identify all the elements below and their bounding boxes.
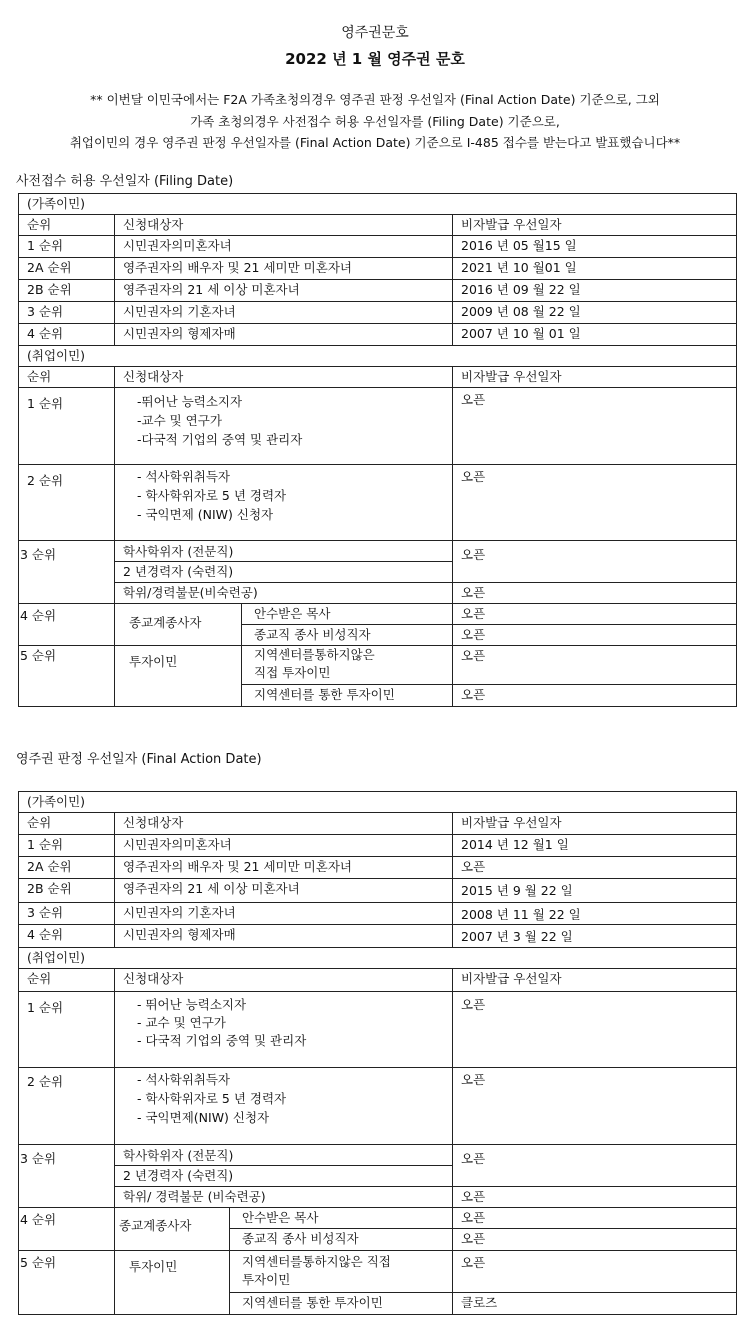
rank-cell: 5 순위 [19, 646, 115, 707]
table-row [19, 1251, 737, 1293]
group-cell: 투자이민 [115, 646, 242, 707]
target-cell: 지역센터를 통한 투자이민 [242, 685, 453, 707]
col-date-header: 비자발급 우선일자 [453, 215, 737, 236]
rank-cell: 2 순위 [19, 465, 115, 541]
table-row [19, 388, 737, 465]
date-cell: 오픈 [453, 1208, 737, 1229]
date-cell: 2014 년 12 월1 일 [453, 835, 737, 857]
col-target-header: 신청대상자 [115, 215, 453, 236]
notice-line-2: 가족 초청의경우 사전접수 허용 우선일자를 (Filing Date) 기준으로, [190, 114, 560, 129]
target-line: - 국익면제(NIW) 신청자 [137, 1110, 270, 1125]
date-cell: 오픈 [453, 583, 737, 604]
table-row [19, 1187, 737, 1208]
rank-cell: 5 순위 [19, 1251, 115, 1315]
rank-cell: 4 순위 [19, 925, 115, 948]
col-rank-header: 순위 [19, 215, 115, 236]
target-cell: 시민권자의 기혼자녀 [115, 903, 453, 925]
target-cell: 학위/ 경력불문 (비숙련공) [115, 1187, 453, 1208]
target-line: - 다국적 기업의 중역 및 관리자 [137, 1033, 307, 1048]
target-line: 지역센터를통하지않은 [254, 647, 375, 662]
target-cell: 학위/경력불문(비숙련공) [115, 583, 453, 604]
notice-line-1: ** 이번달 이민국에서는 F2A 가족초청의경우 영주권 판정 우선일자 (Final Action Date) 기준으로, 그외 [90, 92, 660, 107]
date-cell: 2016 년 09 월 22 일 [453, 280, 737, 302]
date-cell: 오픈 [453, 992, 737, 1068]
date-cell: 클로즈 [453, 1293, 737, 1315]
col-rank-header: 순위 [19, 813, 115, 835]
target-cell: 시민권자의미혼자녀 [115, 835, 453, 857]
table-header-row [19, 215, 737, 236]
page-title: 영주권문호 [341, 25, 409, 41]
target-line: 직접 투자이민 [254, 665, 331, 680]
rank-cell: 4 순위 [19, 1208, 115, 1251]
col-rank-header: 순위 [19, 367, 115, 388]
target-cell: 종교직 종사 비성직자 [230, 1229, 453, 1251]
date-cell: 오픈 [453, 1187, 737, 1208]
target-cell: 2 년경력자 (숙련직) [115, 1166, 453, 1187]
col-date-header: 비자발급 우선일자 [453, 367, 737, 388]
date-cell: 오픈 [453, 625, 737, 646]
table-row [19, 465, 737, 541]
target-line: - 석사학위취득자 [137, 469, 231, 484]
rank-cell: 2 순위 [19, 1068, 115, 1145]
date-cell: 오픈 [453, 1145, 737, 1187]
rank-cell: 1 순위 [19, 388, 115, 465]
target-line: - 학사학위자로 5 년 경력자 [137, 488, 287, 503]
rank-cell: 2B 순위 [19, 879, 115, 903]
group-cell: 종교계종사자 [115, 1208, 230, 1251]
table-row [19, 236, 737, 258]
table-row [19, 903, 737, 925]
date-cell: 오픈 [453, 1229, 737, 1251]
date-cell: 오픈 [453, 388, 737, 465]
target-cell: 시민권자의 형제자매 [115, 324, 453, 346]
table-row [19, 302, 737, 324]
target-line: - 석사학위취득자 [137, 1072, 231, 1087]
target-cell: 시민권자의미혼자녀 [115, 236, 453, 258]
date-cell: 오픈 [453, 541, 737, 583]
target-line: -교수 및 연구가 [137, 413, 222, 428]
group-cell: 종교계종사자 [115, 604, 242, 646]
target-line: - 교수 및 연구가 [137, 1015, 226, 1030]
col-target-header: 신청대상자 [115, 969, 453, 992]
final-action-date-heading: 영주권 판정 우선일자 (Final Action Date) [16, 752, 262, 767]
target-cell: 시민권자의 형제자매 [115, 925, 453, 948]
table-row [19, 583, 737, 604]
date-cell: 2009 년 08 월 22 일 [453, 302, 737, 324]
target-cell: 종교직 종사 비성직자 [242, 625, 453, 646]
filing-date-heading: 사전접수 허용 우선일자 (Filing Date) [16, 174, 234, 189]
notice-line-3: 취업이민의 경우 영주권 판정 우선일자를 (Final Action Date) 기준으로 I-485 접수를 받는다고 발표했습니다** [69, 135, 681, 150]
target-cell: 영주권자의 21 세 이상 미혼자녀 [115, 280, 453, 302]
target-cell: 학사학위자 (전문직) [115, 1145, 453, 1166]
rank-cell: 4 순위 [19, 604, 115, 646]
target-cell [242, 646, 453, 685]
table-row [19, 1068, 737, 1145]
rank-cell: 2A 순위 [19, 857, 115, 879]
rank-cell: 3 순위 [19, 541, 115, 604]
target-cell: 2 년경력자 (숙련직) [115, 562, 453, 583]
target-line: 투자이민 [242, 1272, 291, 1287]
table-row [19, 604, 737, 625]
table-row [19, 835, 737, 857]
target-line: -다국적 기업의 중역 및 관리자 [137, 432, 303, 447]
target-cell [115, 465, 453, 541]
table-row [19, 925, 737, 948]
table-row [19, 324, 737, 346]
target-cell [230, 1251, 453, 1293]
family-section-label: (가족이민) [19, 792, 737, 813]
target-cell: 안수받은 목사 [230, 1208, 453, 1229]
target-cell: 영주권자의 21 세 이상 미혼자녀 [115, 879, 453, 903]
table-row [19, 992, 737, 1068]
target-line: - 국익면제 (NIW) 신청자 [137, 507, 274, 522]
date-cell: 2007 년 10 월 01 일 [453, 324, 737, 346]
rank-cell: 1 순위 [19, 992, 115, 1068]
rank-cell: 2B 순위 [19, 280, 115, 302]
date-cell: 2021 년 10 월01 일 [453, 258, 737, 280]
table-header-row [19, 969, 737, 992]
date-cell: 2015 년 9 월 22 일 [453, 879, 737, 903]
date-cell: 2016 년 05 월15 일 [453, 236, 737, 258]
employment-section-label: (취업이민) [19, 346, 737, 367]
family-section-label: (가족이민) [19, 194, 737, 215]
date-cell: 오픈 [453, 685, 737, 707]
page-subtitle: 2022 년 1 월 영주권 문호 [285, 50, 465, 68]
date-cell: 2008 년 11 월 22 일 [453, 903, 737, 925]
rank-cell: 3 순위 [19, 903, 115, 925]
target-cell [115, 1068, 453, 1145]
target-cell: 학사학위자 (전문직) [115, 541, 453, 562]
date-cell: 오픈 [453, 857, 737, 879]
final-action-date-table [18, 791, 737, 1315]
table-row [19, 857, 737, 879]
target-cell: 시민권자의 기혼자녀 [115, 302, 453, 324]
col-date-header: 비자발급 우선일자 [453, 813, 737, 835]
date-cell: 오픈 [453, 1251, 737, 1293]
date-cell: 오픈 [453, 465, 737, 541]
target-line: - 학사학위자로 5 년 경력자 [137, 1091, 287, 1106]
table-header-row [19, 813, 737, 835]
date-cell: 오픈 [453, 604, 737, 625]
target-cell: 지역센터를 통한 투자이민 [230, 1293, 453, 1315]
target-cell [115, 388, 453, 465]
date-cell: 오픈 [453, 1068, 737, 1145]
rank-cell: 2A 순위 [19, 258, 115, 280]
filing-date-table [18, 193, 737, 707]
table-row [19, 258, 737, 280]
rank-cell: 4 순위 [19, 324, 115, 346]
table-row [19, 280, 737, 302]
target-cell: 영주권자의 배우자 및 21 세미만 미혼자녀 [115, 258, 453, 280]
table-header-row [19, 367, 737, 388]
group-cell: 투자이민 [115, 1251, 230, 1315]
rank-cell: 1 순위 [19, 236, 115, 258]
col-date-header: 비자발급 우선일자 [453, 969, 737, 992]
date-cell: 오픈 [453, 646, 737, 685]
rank-cell: 1 순위 [19, 835, 115, 857]
table-row [19, 879, 737, 903]
target-line: 지역센터를통하지않은 직접 [242, 1254, 391, 1269]
target-cell: 안수받은 목사 [242, 604, 453, 625]
target-cell [115, 992, 453, 1068]
target-line: -뛰어난 능력소지자 [137, 394, 243, 409]
target-cell: 영주권자의 배우자 및 21 세미만 미혼자녀 [115, 857, 453, 879]
col-rank-header: 순위 [19, 969, 115, 992]
col-target-header: 신청대상자 [115, 367, 453, 388]
employment-section-label: (취업이민) [19, 948, 737, 969]
table-row [19, 646, 737, 685]
rank-cell: 3 순위 [19, 302, 115, 324]
date-cell: 2007 년 3 월 22 일 [453, 925, 737, 948]
target-line: - 뛰어난 능력소지자 [137, 997, 247, 1012]
table-row [19, 1145, 737, 1166]
rank-cell: 3 순위 [19, 1145, 115, 1208]
col-target-header: 신청대상자 [115, 813, 453, 835]
table-row [19, 1208, 737, 1229]
table-row [19, 541, 737, 562]
